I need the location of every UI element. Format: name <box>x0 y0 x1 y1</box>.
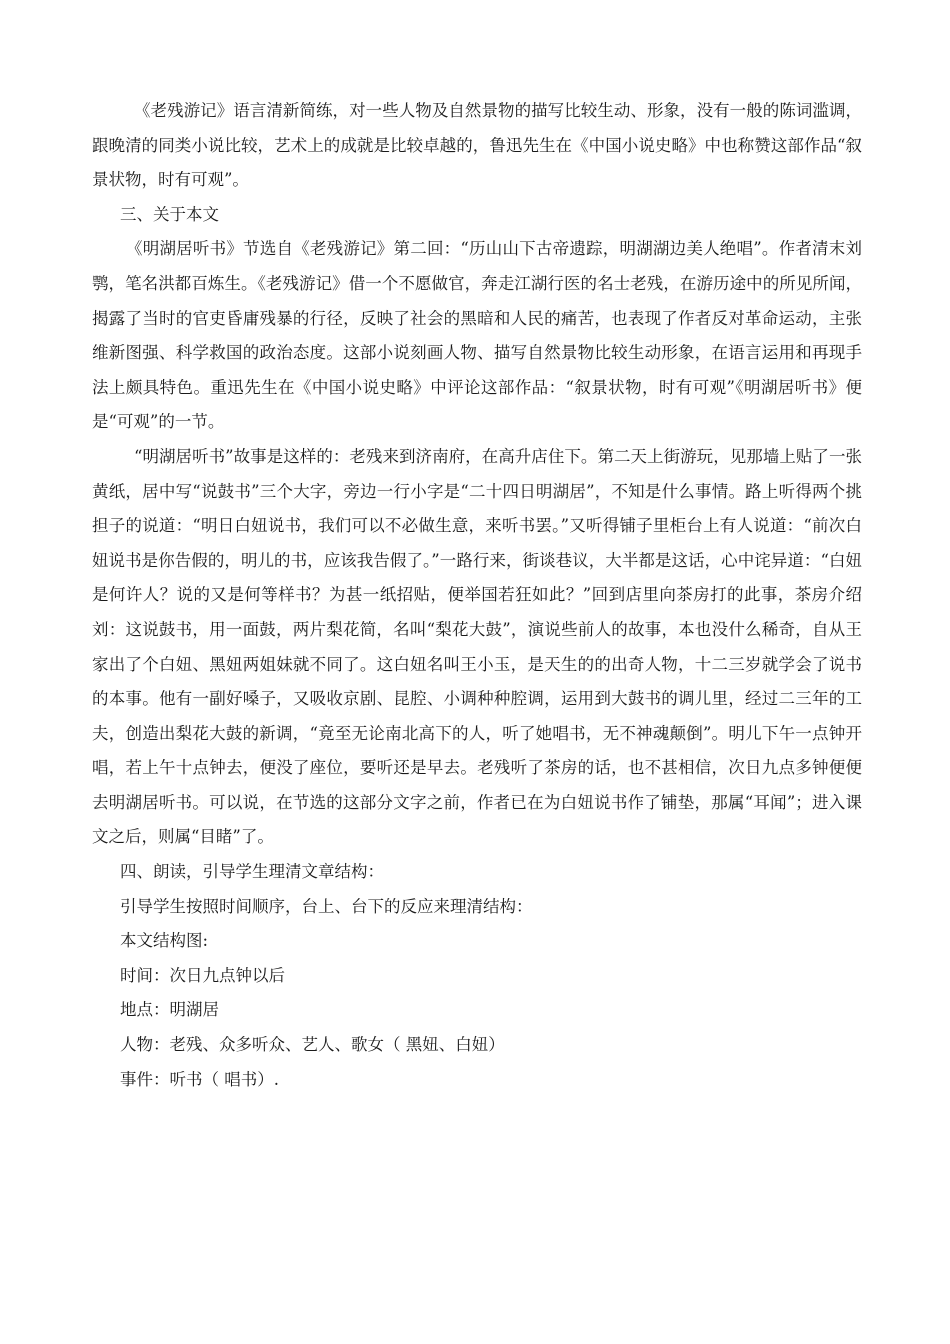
section-heading-about-text: 三、关于本文 <box>120 204 219 224</box>
structure-place: 地点：明湖居 <box>120 1000 219 1020</box>
paragraph-structure-diagram: 本文结构图: <box>120 931 209 951</box>
section-heading-reading: 四、朗读，引导学生理清文章结构： <box>120 862 384 882</box>
paragraph-about-text: 《明湖居听书》节选自《老残游记》第二回：“历山山下古帝遗踪，明湖湖边美人绝唱”。作者清末刘鹗，笔名洪都百炼生。《老残游记》借一个不愿做官，奔走江湖行医的名士老残，在游历途中的所见所闻，揭露了当时的官吏昏庸残暴的行径，反映了社会的黑暗和人民的痛苦，也表现了作者反对革命运动，主张维新图强、科学救国的政治态度。这部小说刻画人物、描写自然景物比较生动形象，在语言运用和再现手法上颇具特色。重迅先生在《中国小说史略》中评论这部作品：“叙景状物，时有可观”《明湖居听书》便是“可观”的一节。 <box>92 239 862 432</box>
document-body <box>92 94 862 1097</box>
structure-people: 人物：老残、众多听众、艺人、歌女（ 黑妞、白妞） <box>120 1035 505 1055</box>
paragraph-guide-structure: 引导学生按照时间顺序，台上、台下的反应来理清结构： <box>120 896 533 916</box>
paragraph-story-summary: “明湖居听书”故事是这样的：老残来到济南府，在高升店住下。第二天上街游玩，见那墙上贴了一张黄纸，居中写“说鼓书”三个大字，旁边一行小字是“二十四日明湖居”，不知是什么事情。路上听得两个挑担子的说道：“明日白妞说书，我们可以不必做生意，来听书罢。”又听得铺子里柜台上有人说道：“前次白妞说书是你告假的，明儿的书，应该我告假了。”一路行来，街谈巷议，大半都是这话，心中诧异道：“白妞是何许人？说的又是何等样书？为甚一纸招贴，便举国若狂如此？”回到店里向茶房打的此事，茶房介绍刘：这说鼓书，用一面鼓，两片梨花简，名叫“梨花大鼓”，演说些前人的故事，本也没什么稀奇，自从王家出了个白妞、黑妞两姐妹就不同了。这白妞名叫王小玉，是天生的的出奇人物，十二三岁就学会了说书的本事。他有一副好嗓子，又吸收京剧、昆腔、小调种种腔调，运用到大鼓书的调儿里，经过二三年的工夫，创造出梨花大鼓的新调，“竟至无论南北高下的人，听了她唱书，无不神魂颠倒”。明儿下午一点钟开唱，若上午十点钟去，便没了座位，要听还是早去。老残听了茶房的话，也不甚相信，次日九点多钟便便去明湖居听书。可以说，在节选的这部分文字之前，作者已在为白妞说书作了铺垫，那属“耳闻”；进入课文之后，则属“目睹”了。 <box>92 446 862 847</box>
structure-time: 时间：次日九点钟以后 <box>120 965 285 985</box>
structure-event: 事件：听书（ 唱书）. <box>120 1069 279 1089</box>
paragraph-style-evaluation: 《老残游记》语言清新简练，对一些人物及自然景物的描写比较生动、形象，没有一般的陈词滥调，跟晚清的同类小说比较，艺术上的成就是比较卓越的，鲁迅先生在《中国小说史略》中也称赞这部作品“叙景状物，时有可观”。 <box>92 101 862 190</box>
